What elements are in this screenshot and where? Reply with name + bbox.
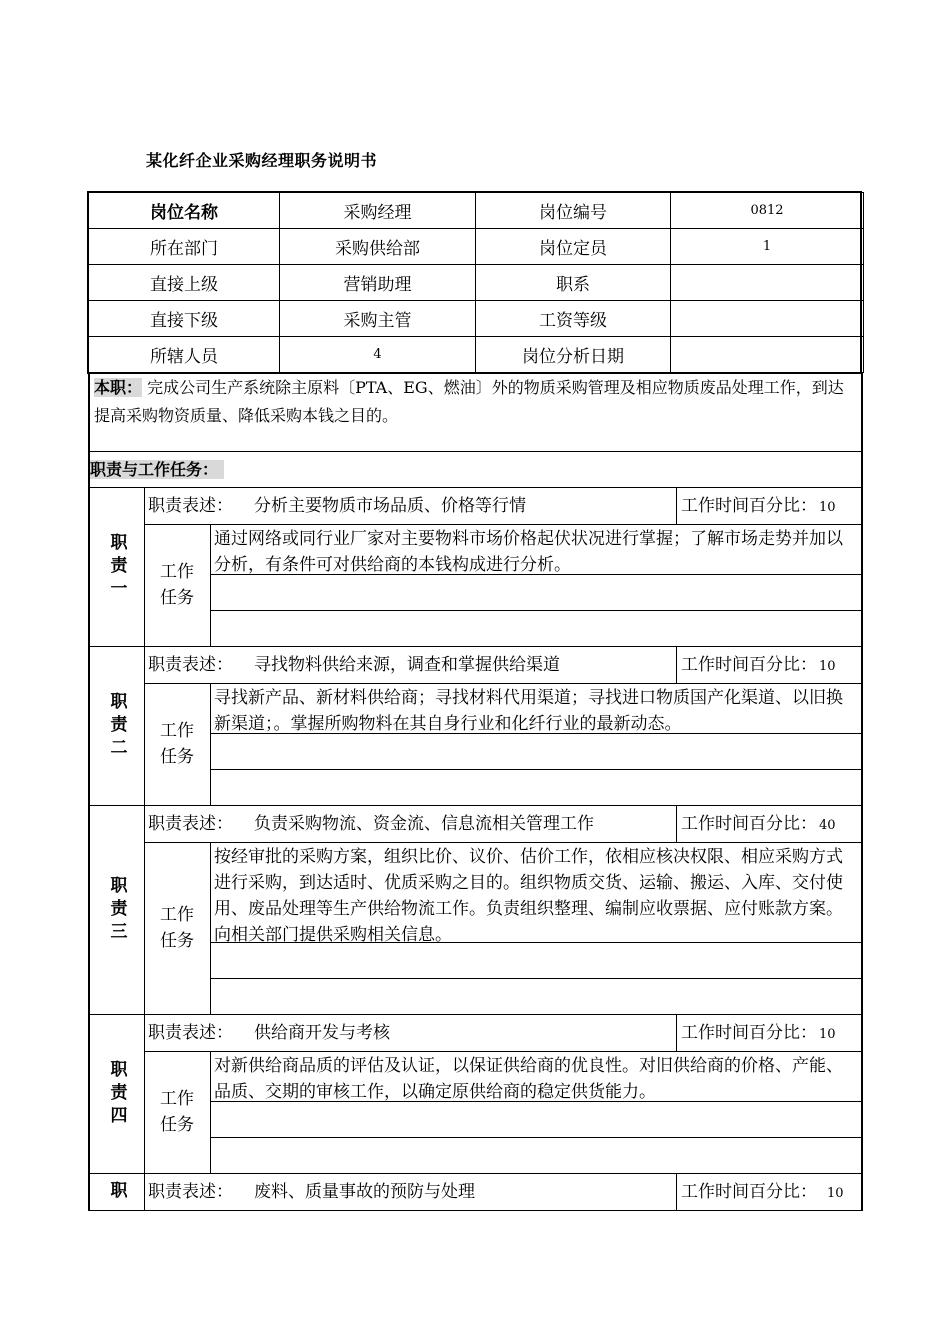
field-value — [671, 337, 864, 373]
duty-ordinal: 职 — [90, 1174, 145, 1210]
time-percentage: 工作时间百分比： 40 — [676, 806, 861, 842]
duty-desc-label: 职责表述： — [148, 1182, 233, 1202]
duty-desc-text: 寻找物料供给来源，调查和掌握供给渠道 — [254, 655, 560, 675]
field-value: 采购主管 — [280, 301, 476, 337]
duty-desc-label: 职责表述： — [148, 655, 233, 675]
blank-row — [210, 979, 861, 1015]
field-value: 1 — [671, 229, 864, 265]
field-label: 职系 — [476, 265, 671, 301]
task-text: 按经审批的采购方案，组织比价、议价、估价工作，依相应核决权限、相应采购方式进行采购，到达适时、优质采购之目的。组织物质交货、运输、搬运、入库、交付使用、废品处理等生产供给物流工作。负责组织整理、编制应收票据、应付账款方案。向相关部门提供采购相关信息。 — [210, 842, 861, 943]
position-info-table — [88, 192, 864, 373]
task-body — [210, 842, 861, 1014]
duties-heading-label: 职责与工作任务： — [90, 460, 224, 479]
field-label: 工资等级 — [476, 301, 671, 337]
duty-description-row — [144, 806, 861, 843]
blank-row — [210, 1138, 861, 1174]
duty-block — [88, 806, 863, 1015]
task-text: 通过网络或同行业厂家对主要物料市场价格起伏状况进行掌握；了解市场走势并加以分析，有条件可对供给商的本钱构成进行分析。 — [210, 524, 861, 575]
duty-desc-text: 负责采购物流、资金流、信息流相关管理工作 — [254, 814, 594, 834]
duty-block — [88, 1174, 863, 1211]
duty-ordinal: 职责一 — [90, 488, 145, 646]
task-label: 工作任务 — [144, 683, 211, 805]
duty-block — [88, 647, 863, 806]
job-summary — [88, 373, 863, 452]
blank-row — [210, 1102, 861, 1138]
blank-row — [210, 770, 861, 806]
table-row — [89, 265, 864, 301]
table-row — [89, 337, 864, 373]
duty-ordinal: 职责二 — [90, 647, 145, 805]
blank-row — [210, 575, 861, 611]
duty-desc-text: 供给商开发与考核 — [254, 1023, 390, 1043]
duty-description-row — [144, 647, 861, 684]
duty-block — [88, 1015, 863, 1174]
field-value — [671, 301, 864, 337]
time-percentage: 工作时间百分比： 10 — [676, 647, 861, 683]
task-text: 对新供给商品质的评估及认证，以保证供给商的优良性。对旧供给商的价格、产能、品质、交期的审核工作，以确定原供给商的稳定供货能力。 — [210, 1051, 861, 1102]
page-title: 某化纤企业采购经理职务说明书 — [146, 151, 378, 170]
field-value: 采购供给部 — [280, 229, 476, 265]
duty-desc-label: 职责表述： — [148, 814, 233, 834]
field-value: 0812 — [671, 193, 864, 229]
duty-description-row — [144, 1174, 861, 1210]
blank-row — [210, 943, 861, 979]
blank-row — [210, 611, 861, 647]
duty-ordinal: 职责三 — [90, 806, 145, 1014]
time-percentage: 工作时间百分比： 10 — [676, 488, 861, 524]
table-row — [89, 229, 864, 265]
field-label: 直接下级 — [89, 301, 280, 337]
summary-text: 完成公司生产系统除主原料〔PTA、EG、燃油〕外的物质采购管理及相应物质废品处理工作，到达提高采购物资质量、降低采购本钱之目的。 — [94, 378, 844, 425]
field-label: 岗位名称 — [89, 193, 280, 229]
field-label: 岗位定员 — [476, 229, 671, 265]
field-label: 所在部门 — [89, 229, 280, 265]
time-percentage: 工作时间百分比： 10 — [676, 1015, 861, 1051]
task-body — [210, 524, 861, 646]
duties-heading — [88, 452, 863, 488]
field-value: 采购经理 — [280, 193, 476, 229]
field-value: 营销助理 — [280, 265, 476, 301]
task-body — [210, 683, 861, 805]
field-value: 4 — [280, 337, 476, 373]
task-label: 工作任务 — [144, 842, 211, 1014]
field-value — [671, 265, 864, 301]
table-row — [89, 193, 864, 229]
table-row — [89, 301, 864, 337]
duty-desc-text: 分析主要物质市场品质、价格等行情 — [254, 496, 526, 516]
duty-desc-text: 废料、质量事故的预防与处理 — [254, 1182, 475, 1202]
time-percentage: 工作时间百分比： 10 — [676, 1174, 861, 1210]
task-label: 工作任务 — [144, 524, 211, 646]
duty-description-row — [144, 1015, 861, 1052]
duty-description-row — [144, 488, 861, 525]
duty-ordinal: 职责四 — [90, 1015, 145, 1173]
duty-desc-label: 职责表述： — [148, 1023, 233, 1043]
task-label: 工作任务 — [144, 1051, 211, 1173]
field-label: 所辖人员 — [89, 337, 280, 373]
task-body — [210, 1051, 861, 1173]
summary-label: 本职： — [94, 378, 143, 397]
field-label: 岗位编号 — [476, 193, 671, 229]
duty-block — [88, 488, 863, 647]
field-label: 岗位分析日期 — [476, 337, 671, 373]
task-text: 寻找新产品、新材料供给商；寻找材料代用渠道；寻找进口物质国产化渠道、以旧换新渠道；。掌握所购物料在其自身行业和化纤行业的最新动态。 — [210, 683, 861, 734]
blank-row — [210, 734, 861, 770]
duty-desc-label: 职责表述： — [148, 496, 233, 516]
field-label: 直接上级 — [89, 265, 280, 301]
